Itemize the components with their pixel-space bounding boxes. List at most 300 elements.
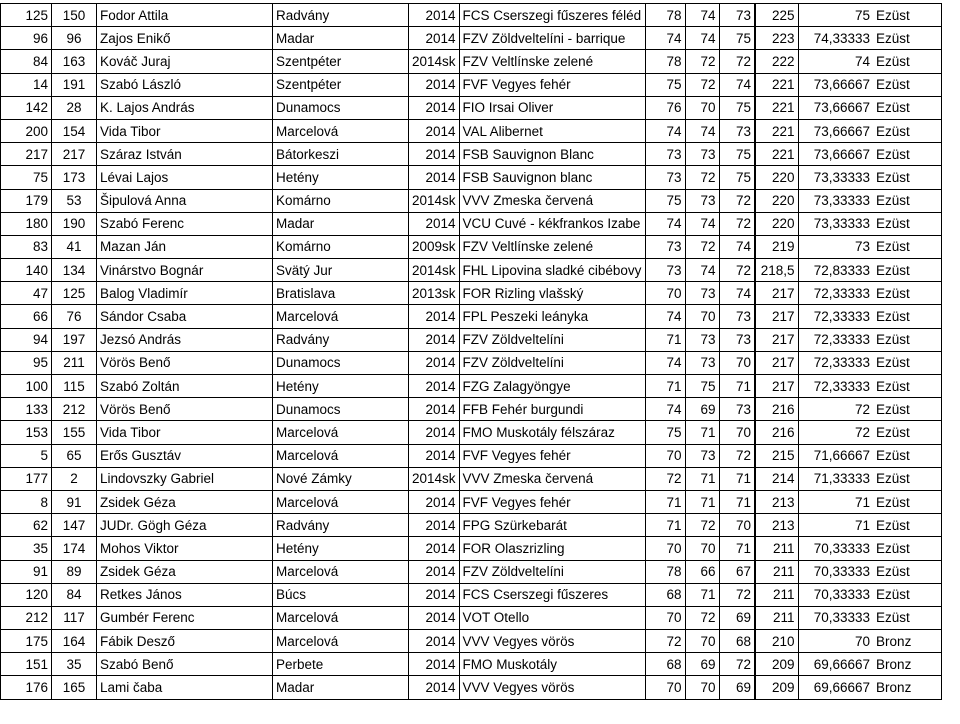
wine-name-cell: FCS Cserszegi fűszeres féléd [459,4,645,27]
location-cell: Szentpéter [273,73,409,96]
score-1-cell: 75 [645,421,685,444]
score-2-cell: 70 [685,630,719,653]
producer-id-cell: 154 [52,119,97,142]
location-cell: Radvány [273,328,409,351]
score-1-cell: 71 [645,328,685,351]
entry-id-cell: 179 [1,189,52,212]
medal-cell: Ezüst [873,166,941,189]
score-2-cell: 72 [685,606,719,629]
score-average-cell: 72,33333 [798,375,873,398]
score-average-cell: 73 [798,235,873,258]
wine-name-cell: FZV Zöldveltelíni [459,328,645,351]
results-table [0,3,942,700]
table-row [1,375,942,398]
score-1-cell: 74 [645,212,685,235]
score-1-cell: 71 [645,514,685,537]
score-average-cell: 73,66667 [798,119,873,142]
producer-name-cell: Vinárstvo Bognár [97,259,273,282]
wine-name-cell: FMO Muskotály [459,653,645,676]
score-3-cell: 71 [719,467,755,490]
score-average-cell: 73,33333 [798,189,873,212]
medal-cell: Ezüst [873,4,941,27]
table-row [1,351,942,374]
producer-name-cell: Retkes János [97,583,273,606]
score-2-cell: 75 [685,375,719,398]
score-average-cell: 74,33333 [798,27,873,50]
medal-cell: Ezüst [873,143,941,166]
wine-name-cell: FPG Szürkebarát [459,514,645,537]
wine-name-cell: VAL Alibernet [459,119,645,142]
score-total-cell: 222 [755,50,798,73]
score-average-cell: 72,33333 [798,328,873,351]
wine-name-cell: FFB Fehér burgundi [459,398,645,421]
wine-name-cell: FZG Zalagyöngye [459,375,645,398]
score-total-cell: 211 [755,537,798,560]
location-cell: Perbete [273,653,409,676]
table-row [1,4,942,27]
entry-id-cell: 47 [1,282,52,305]
producer-id-cell: 212 [52,398,97,421]
wine-name-cell: FPL Peszeki leányka [459,305,645,328]
score-average-cell: 73,66667 [798,96,873,119]
medal-cell: Ezüst [873,189,941,212]
score-2-cell: 73 [685,189,719,212]
producer-id-cell: 174 [52,537,97,560]
producer-id-cell: 65 [52,444,97,467]
entry-id-cell: 151 [1,653,52,676]
producer-id-cell: 147 [52,514,97,537]
medal-cell: Ezüst [873,328,941,351]
medal-cell: Ezüst [873,606,941,629]
score-1-cell: 72 [645,630,685,653]
vintage-cell: 2013sk [409,282,460,305]
entry-id-cell: 62 [1,514,52,537]
score-1-cell: 71 [645,375,685,398]
score-2-cell: 72 [685,166,719,189]
score-2-cell: 69 [685,653,719,676]
score-2-cell: 66 [685,560,719,583]
score-total-cell: 209 [755,653,798,676]
producer-name-cell: Vörös Benő [97,398,273,421]
score-1-cell: 74 [645,119,685,142]
table-row [1,305,942,328]
location-cell: Marcelová [273,444,409,467]
table-row [1,282,942,305]
vintage-cell: 2014 [409,421,460,444]
wine-name-cell: FZV Zöldveltelíni [459,560,645,583]
entry-id-cell: 66 [1,305,52,328]
score-total-cell: 216 [755,398,798,421]
wine-name-cell: FZV Zöldveltelíni [459,351,645,374]
location-cell: Dunamocs [273,351,409,374]
producer-name-cell: Jezsó András [97,328,273,351]
score-2-cell: 71 [685,583,719,606]
score-2-cell: 74 [685,212,719,235]
vintage-cell: 2014 [409,514,460,537]
medal-cell: Ezüst [873,560,941,583]
score-2-cell: 73 [685,444,719,467]
vintage-cell: 2014 [409,96,460,119]
location-cell: Marcelová [273,630,409,653]
score-3-cell: 75 [719,166,755,189]
producer-name-cell: Mazan Ján [97,235,273,258]
entry-id-cell: 176 [1,676,52,699]
entry-id-cell: 35 [1,537,52,560]
score-3-cell: 70 [719,514,755,537]
score-average-cell: 73,66667 [798,73,873,96]
score-1-cell: 70 [645,676,685,699]
score-2-cell: 71 [685,467,719,490]
score-1-cell: 74 [645,305,685,328]
score-1-cell: 73 [645,235,685,258]
wine-name-cell: VVV Vegyes vörös [459,676,645,699]
medal-cell: Ezüst [873,537,941,560]
producer-name-cell: Lami čaba [97,676,273,699]
table-row [1,259,942,282]
score-3-cell: 72 [719,189,755,212]
entry-id-cell: 125 [1,4,52,27]
vintage-cell: 2014 [409,676,460,699]
producer-id-cell: 190 [52,212,97,235]
table-row [1,27,942,50]
score-3-cell: 71 [719,375,755,398]
producer-name-cell: Zsidek Géza [97,490,273,513]
score-average-cell: 73,33333 [798,212,873,235]
wine-name-cell: VCU Cuvé - kékfrankos Izabe [459,212,645,235]
producer-name-cell: Száraz István [97,143,273,166]
location-cell: Svätý Jur [273,259,409,282]
table-row [1,189,942,212]
wine-name-cell: FCS Cserszegi fűszeres [459,583,645,606]
producer-id-cell: 84 [52,583,97,606]
wine-name-cell: FVF Vegyes fehér [459,444,645,467]
score-average-cell: 70,33333 [798,606,873,629]
table-row [1,583,942,606]
score-1-cell: 70 [645,606,685,629]
producer-id-cell: 76 [52,305,97,328]
vintage-cell: 2014sk [409,259,460,282]
vintage-cell: 2014 [409,630,460,653]
score-total-cell: 217 [755,282,798,305]
vintage-cell: 2014 [409,583,460,606]
producer-name-cell: Zajos Enikő [97,27,273,50]
score-average-cell: 71,66667 [798,444,873,467]
score-total-cell: 219 [755,235,798,258]
score-1-cell: 70 [645,444,685,467]
producer-name-cell: Zsidek Géza [97,560,273,583]
medal-cell: Ezüst [873,421,941,444]
score-2-cell: 72 [685,50,719,73]
vintage-cell: 2014sk [409,50,460,73]
entry-id-cell: 96 [1,27,52,50]
score-1-cell: 74 [645,351,685,374]
vintage-cell: 2014 [409,166,460,189]
score-1-cell: 75 [645,73,685,96]
entry-id-cell: 217 [1,143,52,166]
score-total-cell: 211 [755,583,798,606]
score-3-cell: 75 [719,96,755,119]
location-cell: Hetény [273,375,409,398]
entry-id-cell: 212 [1,606,52,629]
entry-id-cell: 153 [1,421,52,444]
entry-id-cell: 75 [1,166,52,189]
score-average-cell: 70,33333 [798,560,873,583]
medal-cell: Ezüst [873,514,941,537]
producer-name-cell: Sándor Csaba [97,305,273,328]
vintage-cell: 2014 [409,143,460,166]
table-row [1,630,942,653]
entry-id-cell: 200 [1,119,52,142]
producer-name-cell: Gumbér Ferenc [97,606,273,629]
score-2-cell: 69 [685,398,719,421]
producer-name-cell: Lévai Lajos [97,166,273,189]
score-2-cell: 74 [685,119,719,142]
medal-cell: Ezüst [873,27,941,50]
vintage-cell: 2014 [409,305,460,328]
entry-id-cell: 84 [1,50,52,73]
score-1-cell: 72 [645,467,685,490]
score-2-cell: 74 [685,27,719,50]
table-row [1,96,942,119]
producer-name-cell: Szabó Benő [97,653,273,676]
medal-cell: Ezüst [873,73,941,96]
score-1-cell: 68 [645,653,685,676]
table-row [1,514,942,537]
score-1-cell: 75 [645,189,685,212]
location-cell: Marcelová [273,490,409,513]
producer-id-cell: 211 [52,351,97,374]
vintage-cell: 2014sk [409,467,460,490]
wine-name-cell: FZV Zöldveltelíni - barrique [459,27,645,50]
table-row [1,50,942,73]
score-total-cell: 220 [755,189,798,212]
producer-id-cell: 117 [52,606,97,629]
score-1-cell: 73 [645,259,685,282]
table-row [1,73,942,96]
score-1-cell: 78 [645,50,685,73]
score-total-cell: 221 [755,119,798,142]
score-3-cell: 73 [719,119,755,142]
medal-cell: Ezüst [873,212,941,235]
score-average-cell: 72,33333 [798,305,873,328]
producer-name-cell: Mohos Viktor [97,537,273,560]
score-2-cell: 73 [685,351,719,374]
table-row [1,606,942,629]
location-cell: Búcs [273,583,409,606]
score-total-cell: 210 [755,630,798,653]
medal-cell: Ezüst [873,583,941,606]
table-row [1,212,942,235]
score-average-cell: 72,83333 [798,259,873,282]
medal-cell: Ezüst [873,119,941,142]
score-3-cell: 72 [719,583,755,606]
vintage-cell: 2014 [409,212,460,235]
entry-id-cell: 177 [1,467,52,490]
vintage-cell: 2014 [409,537,460,560]
score-1-cell: 68 [645,583,685,606]
producer-id-cell: 53 [52,189,97,212]
score-1-cell: 78 [645,560,685,583]
table-row [1,421,942,444]
wine-name-cell: VVV Zmeska červená [459,189,645,212]
table-row [1,235,942,258]
medal-cell: Ezüst [873,444,941,467]
score-1-cell: 73 [645,166,685,189]
score-2-cell: 70 [685,305,719,328]
producer-id-cell: 197 [52,328,97,351]
score-2-cell: 72 [685,73,719,96]
score-average-cell: 71,33333 [798,467,873,490]
score-total-cell: 225 [755,4,798,27]
score-total-cell: 214 [755,467,798,490]
score-3-cell: 70 [719,351,755,374]
producer-name-cell: K. Lajos András [97,96,273,119]
producer-name-cell: Szabó Zoltán [97,375,273,398]
score-average-cell: 71 [798,490,873,513]
location-cell: Hetény [273,537,409,560]
medal-cell: Ezüst [873,375,941,398]
score-total-cell: 223 [755,27,798,50]
location-cell: Nové Zámky [273,467,409,490]
wine-name-cell: FMO Muskotály félszáraz [459,421,645,444]
table-row [1,676,942,699]
producer-id-cell: 217 [52,143,97,166]
medal-cell: Ezüst [873,490,941,513]
entry-id-cell: 100 [1,375,52,398]
vintage-cell: 2014 [409,653,460,676]
location-cell: Marcelová [273,606,409,629]
score-2-cell: 71 [685,490,719,513]
table-row [1,490,942,513]
score-1-cell: 71 [645,490,685,513]
score-total-cell: 211 [755,560,798,583]
score-average-cell: 70,33333 [798,583,873,606]
score-total-cell: 209 [755,676,798,699]
score-total-cell: 215 [755,444,798,467]
score-1-cell: 78 [645,4,685,27]
producer-id-cell: 134 [52,259,97,282]
vintage-cell: 2014 [409,375,460,398]
score-3-cell: 74 [719,73,755,96]
location-cell: Marcelová [273,560,409,583]
score-3-cell: 72 [719,50,755,73]
producer-id-cell: 2 [52,467,97,490]
wine-name-cell: VOT Otello [459,606,645,629]
score-total-cell: 218,5 [755,259,798,282]
score-2-cell: 74 [685,4,719,27]
producer-name-cell: JUDr. Gögh Géza [97,514,273,537]
producer-id-cell: 28 [52,96,97,119]
wine-name-cell: VVV Vegyes vörös [459,630,645,653]
location-cell: Radvány [273,514,409,537]
location-cell: Komárno [273,235,409,258]
table-row [1,166,942,189]
producer-name-cell: Lindovszky Gabriel [97,467,273,490]
producer-id-cell: 115 [52,375,97,398]
producer-id-cell: 191 [52,73,97,96]
producer-id-cell: 164 [52,630,97,653]
score-3-cell: 75 [719,143,755,166]
table-row [1,119,942,142]
producer-name-cell: Szabó Ferenc [97,212,273,235]
score-1-cell: 74 [645,398,685,421]
score-2-cell: 73 [685,282,719,305]
score-average-cell: 69,66667 [798,653,873,676]
entry-id-cell: 83 [1,235,52,258]
medal-cell: Ezüst [873,351,941,374]
producer-id-cell: 165 [52,676,97,699]
entry-id-cell: 8 [1,490,52,513]
score-3-cell: 74 [719,282,755,305]
score-total-cell: 221 [755,73,798,96]
table-row [1,398,942,421]
medal-cell: Bronz [873,676,941,699]
score-3-cell: 75 [719,27,755,50]
wine-name-cell: FHL Lipovina sladké cibébovy [459,259,645,282]
score-2-cell: 73 [685,328,719,351]
score-3-cell: 74 [719,235,755,258]
score-2-cell: 71 [685,421,719,444]
score-2-cell: 73 [685,143,719,166]
score-2-cell: 70 [685,537,719,560]
producer-id-cell: 96 [52,27,97,50]
vintage-cell: 2014 [409,351,460,374]
vintage-cell: 2014 [409,4,460,27]
score-1-cell: 74 [645,27,685,50]
score-average-cell: 73,33333 [798,166,873,189]
producer-id-cell: 173 [52,166,97,189]
producer-name-cell: Balog Vladimír [97,282,273,305]
location-cell: Madar [273,212,409,235]
results-table-body [1,4,942,700]
producer-name-cell: Szabó László [97,73,273,96]
score-total-cell: 220 [755,166,798,189]
location-cell: Radvány [273,4,409,27]
location-cell: Szentpéter [273,50,409,73]
score-average-cell: 70 [798,630,873,653]
table-row [1,537,942,560]
wine-name-cell: FVF Vegyes fehér [459,73,645,96]
location-cell: Bátorkeszi [273,143,409,166]
producer-id-cell: 41 [52,235,97,258]
score-total-cell: 211 [755,606,798,629]
producer-id-cell: 155 [52,421,97,444]
entry-id-cell: 180 [1,212,52,235]
score-3-cell: 69 [719,606,755,629]
table-row [1,653,942,676]
score-average-cell: 72,33333 [798,351,873,374]
wine-name-cell: FSB Sauvignon blanc [459,166,645,189]
score-2-cell: 70 [685,96,719,119]
producer-name-cell: Kováč Juraj [97,50,273,73]
score-total-cell: 217 [755,351,798,374]
medal-cell: Ezüst [873,235,941,258]
score-2-cell: 72 [685,235,719,258]
location-cell: Marcelová [273,119,409,142]
wine-name-cell: FOR Rizling vlašský [459,282,645,305]
producer-name-cell: Erős Gusztáv [97,444,273,467]
vintage-cell: 2014 [409,444,460,467]
vintage-cell: 2014 [409,27,460,50]
vintage-cell: 2014 [409,560,460,583]
location-cell: Marcelová [273,421,409,444]
medal-cell: Ezüst [873,398,941,421]
entry-id-cell: 120 [1,583,52,606]
location-cell: Dunamocs [273,96,409,119]
table-row [1,328,942,351]
entry-id-cell: 175 [1,630,52,653]
medal-cell: Ezüst [873,50,941,73]
